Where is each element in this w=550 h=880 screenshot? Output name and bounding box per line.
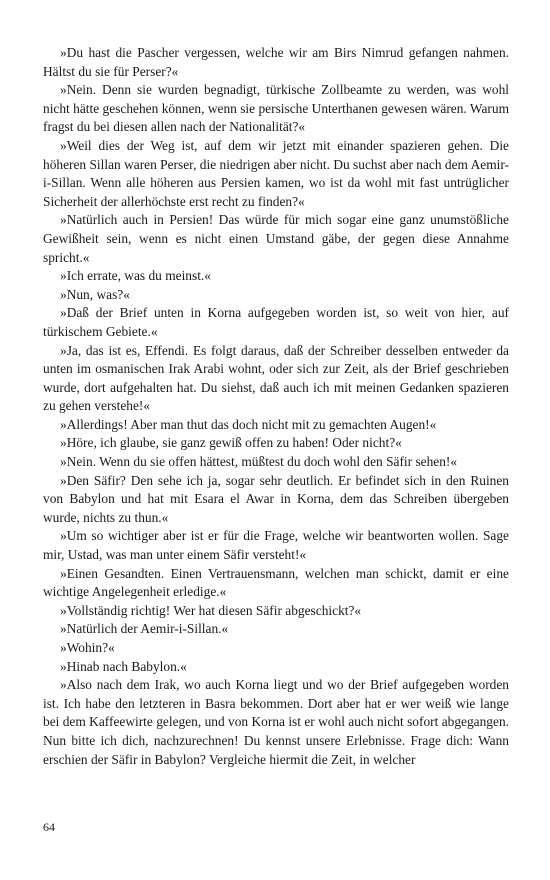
paragraph: »Ja, das ist es, Effendi. Es folgt daraus, daß der Schreiber desselben entweder da unten im osmanischen Irak Arabi wohnt, oder sich zur Zeit, als der Brief geschrieben wurde, dort aufgehalten hat. Du siehst, daß auch ich mit meinen Gedanken spazieren zu gehen verstehe!«	[43, 342, 509, 414]
paragraph: »Einen Gesandten. Einen Vertrauensmann, welchen man schickt, damit er eine wichtige Angelegenheit erledige.«	[43, 565, 509, 600]
paragraph: »Höre, ich glaube, sie ganz gewiß offen zu haben! Oder nicht?«	[60, 435, 402, 451]
paragraph: »Du hast die Pascher vergessen, welche wir am Birs Nimrud gefangen nahmen. Hältst du sie für Perser?«	[43, 45, 509, 79]
paragraph: »Den Säfir? Den sehe ich ja, sogar sehr deutlich. Er befindet sich in den Ruinen von Babylon und hat mit Esara el Awar in Korna, dem das Schreiben übergeben wurde, nichts zu thun.«	[43, 472, 509, 525]
paragraph: »Um so wichtiger aber ist er für die Frage, welche wir beantworten wollen. Sage mir, Ustad, was man unter einem Säfir versteht!«	[43, 528, 509, 563]
paragraph: »Ich errate, was du meinst.«	[60, 268, 211, 284]
page-number: 64	[43, 820, 55, 834]
paragraph: »Also nach dem Irak, wo auch Korna liegt und wo der Brief aufgegeben worden ist. Ich habe den letzteren in Basra bekommen. Dort aber hat er wer weiß wie lange bei dem Kaffeewirte gelegen, und von Korna ist er wohl auch nicht sofort abgegangen. Nun bitte ich dich, nachzurechnen! Du kennst unsere Erlebnisse. Frage dich: Wann erschien der Säfir in Babylon? Vergleiche hiermit die Zeit, in welcher	[43, 677, 509, 767]
paragraph: »Weil dies der Weg ist, auf dem wir jetzt mit einander spazieren gehen. Die höheren Sillan waren Perser, die niedrigen aber nicht. Du suchst aber nach dem Aemir-i-Sillan. Wenn alle höheren aus Persien kamen, wo ist da wohl mit fast untrüglicher Sicherheit der allerhöchste erst recht zu finden?«	[43, 137, 509, 209]
paragraph: »Allerdings! Aber man thut das doch nicht mit zu gemachten Augen!«	[60, 416, 437, 432]
paragraph: »Nein. Denn sie wurden begnadigt, türkische Zollbeamte zu werden, was wohl nicht hätte geschehen können, wenn sie persische Unterthanen gewesen wären. Warum fragst du bei diesen allen nach der Nationalität?«	[43, 82, 509, 135]
paragraph: »Wohin?«	[60, 640, 115, 655]
paragraph: »Vollständig richtig! Wer hat diesen Säfir abgeschickt?«	[60, 602, 362, 618]
paragraph: »Natürlich auch in Persien! Das würde für mich sogar eine ganz unumstößliche Gewißheit sein, wenn es nicht einen Umstand gäbe, der gegen diese Annahme spricht.«	[43, 212, 509, 265]
paragraph: »Daß der Brief unten in Korna aufgegeben worden ist, so weit von hier, auf türkischem Gebiete.«	[43, 305, 509, 339]
paragraph: »Nein. Wenn du sie offen hättest, müßtest du doch wohl den Säfir sehen!«	[60, 454, 458, 470]
paragraph: »Nun, was?«	[60, 286, 130, 302]
page-body	[43, 44, 509, 769]
paragraph: »Natürlich der Aemir-i-Sillan.«	[60, 621, 229, 637]
paragraph: »Hinab nach Babylon.«	[60, 658, 187, 674]
